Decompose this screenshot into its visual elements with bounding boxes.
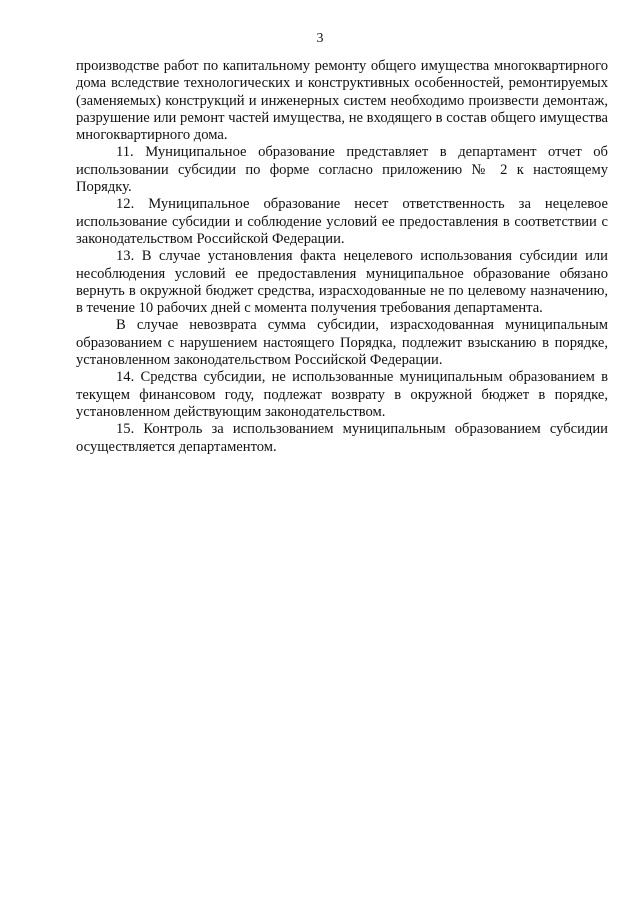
paragraph-14: 14. Средства субсидии, не использованные муниципальным образованием в текущем финансовом году, подлежат возврату в окружной бюджет в порядке, установленном действующим законодательством. — [76, 369, 608, 420]
page-number: 3 — [316, 31, 324, 46]
paragraph-13: 13. В случае установления факта нецелевого использования субсидии или несоблюдения условий ее предоставления муниципальное образование обязано вернуть в окружной бюджет средства, израсходованные не по целевому назначению, в течение 10 рабочих дней с момента получения требования департамента. — [76, 248, 608, 317]
paragraph-12: 12. Муниципальное образование несет ответственность за нецелевое использование субсидии и соблюдение условий ее предоставления в соответствии с законодательством Российской Федерации. — [76, 196, 608, 247]
paragraph-15: 15. Контроль за использованием муниципальным образованием субсидии осуществляется департаментом. — [76, 421, 608, 455]
paragraph-continuation: производстве работ по капитальному ремонту общего имущества многоквартирного дома вследствие технологических и конструктивных особенностей, ремонтируемых (заменяемых) конструкций и инженерных систем необходимо произвести демонтаж, разрушение или ремонт частей имущества, не входящего в состав общего имущества многоквартирного дома. — [76, 58, 608, 144]
paragraph-13-refund: В случае невозврата сумма субсидии, израсходованная муниципальным образованием с нарушением настоящего Порядка, подлежит взысканию в порядке, установленном законодательством Российской Федерации. — [76, 317, 608, 369]
paragraph-11: 11. Муниципальное образование представляет в департамент отчет об использовании субсидии по форме согласно приложению № 2 к настоящему Порядку. — [76, 144, 608, 196]
document-body — [76, 58, 608, 456]
